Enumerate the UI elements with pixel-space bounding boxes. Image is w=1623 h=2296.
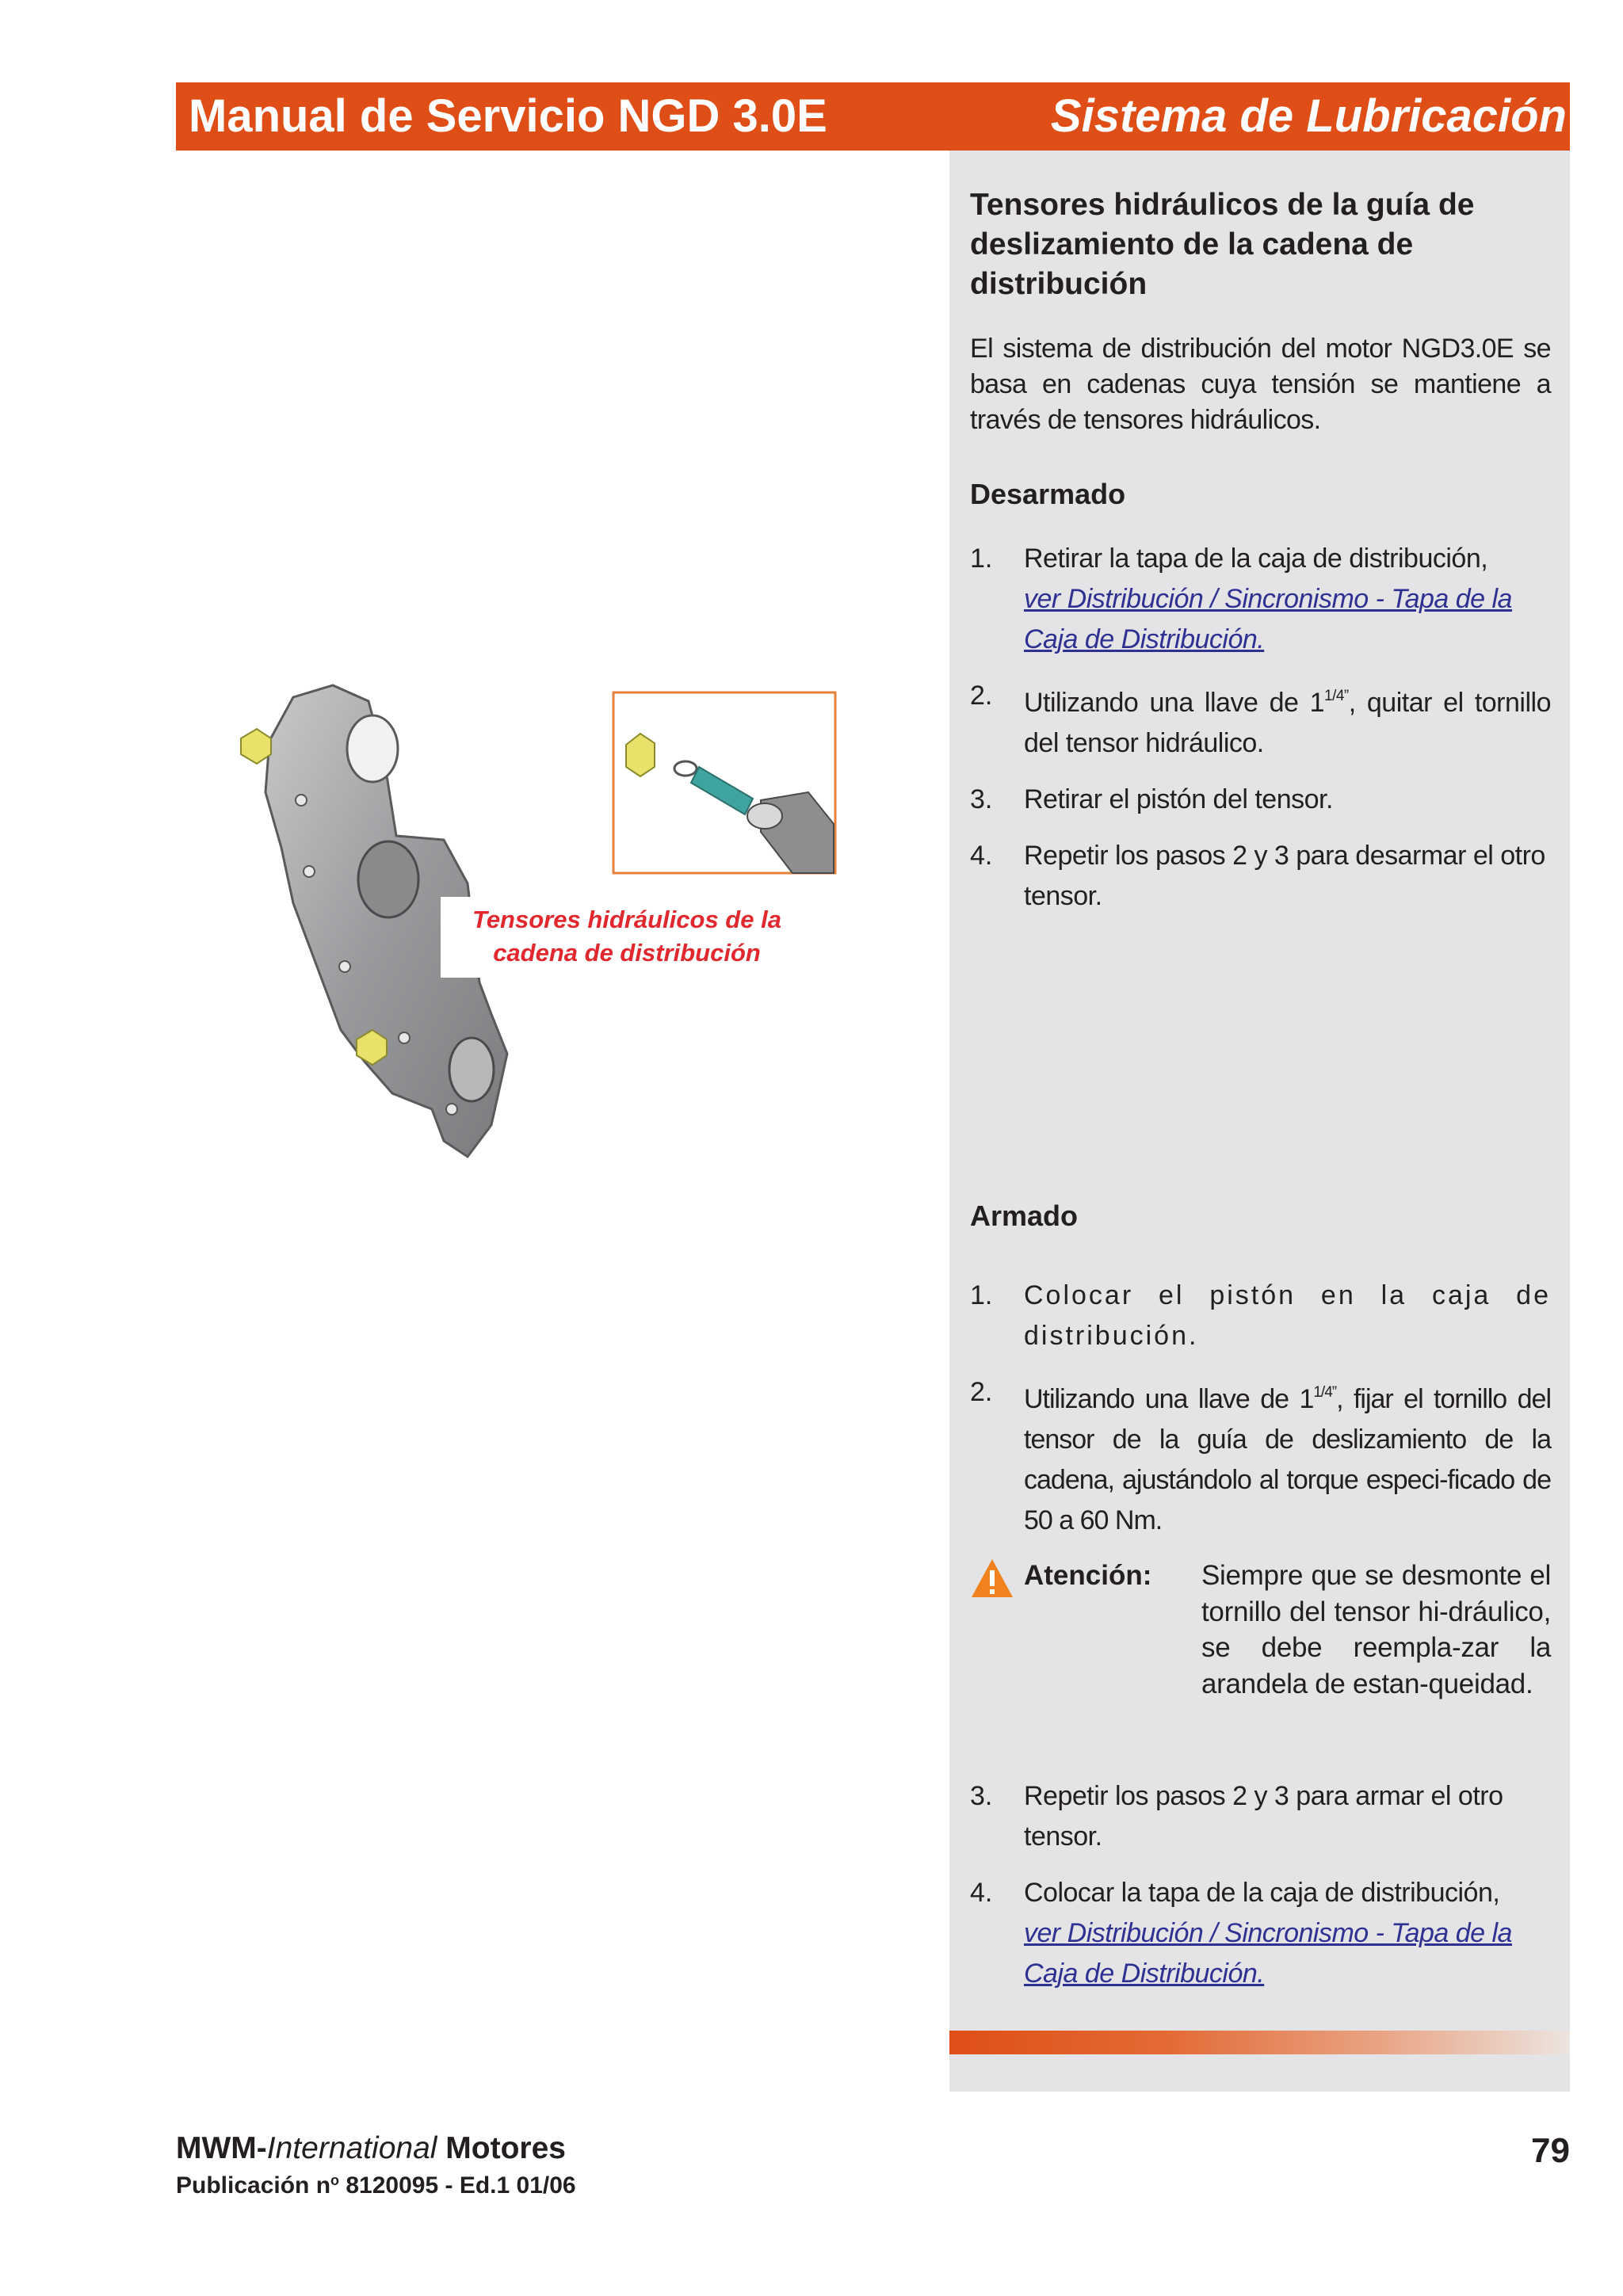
- caption-line: cadena de distribución: [493, 939, 761, 967]
- desarmado-steps: [970, 539, 1551, 933]
- step-number: 3.: [970, 784, 993, 814]
- caption-line: Tensores hidráulicos de la: [472, 906, 781, 933]
- armado-steps-continued: [970, 1776, 1551, 2010]
- attention-note: [970, 1558, 1556, 1764]
- list-item: [970, 1776, 1551, 1857]
- figure-caption: [441, 897, 813, 978]
- desarmado-heading: Desarmado: [970, 478, 1126, 510]
- brand-part: International: [266, 2131, 437, 2165]
- step-number: 4.: [970, 1878, 993, 1908]
- brand-part: MWM-: [176, 2131, 267, 2165]
- step-text: Retirar el pistón del tensor.: [1024, 784, 1333, 814]
- list-item: [970, 780, 1551, 820]
- intro-paragraph: El sistema de distribución del motor NGD3.0E se basa en cadenas cuya tensión se mantiene a través de tensores hidráulicos.: [970, 334, 1551, 435]
- step-text: Utilizando una llave de 1: [1024, 688, 1324, 718]
- step-text: Retirar la tapa de la caja de distribución,: [1024, 543, 1488, 574]
- header-bar: [176, 82, 1570, 151]
- step-text: Colocar el pistón en la caja de distribución.: [1024, 1280, 1551, 1351]
- chapter-title: Sistema de Lubricación: [1050, 90, 1567, 142]
- fraction-superscript: 1/4”: [1324, 688, 1349, 704]
- armado-heading: Armado: [970, 1199, 1079, 1232]
- cross-reference-link[interactable]: ver Distribución / Sincronismo - Tapa de la Caja de Distribución.: [1024, 1918, 1512, 1989]
- publication-part: o: [330, 2172, 340, 2188]
- page-number: 79: [1531, 2131, 1570, 2170]
- publication-info: [176, 2172, 576, 2199]
- step-text: , quitar el tornillo del tensor hidráulico.: [1024, 688, 1551, 758]
- manual-title: Manual de Servicio NGD 3.0E: [189, 90, 827, 142]
- step-text: , fijar el tornillo del tensor de la guía de deslizamiento de la cadena, ajustándolo al torque especi-ficado de 50 a 60 Nm.: [1024, 1384, 1552, 1535]
- list-item: [970, 539, 1551, 660]
- step-text: Repetir los pasos 2 y 3 para desarmar el otro tensor.: [1024, 841, 1545, 911]
- list-item: [970, 676, 1551, 764]
- brand-part: Motores: [437, 2131, 566, 2165]
- list-item: [970, 1372, 1551, 1541]
- warning-icon: [970, 1558, 1014, 1599]
- cross-reference-link[interactable]: ver Distribución / Sincronismo - Tapa de la Caja de Distribución.: [1024, 584, 1512, 654]
- section-title: Tensores hidráulicos de la guía de deslizamiento de la cadena de distribución: [970, 188, 1475, 301]
- armado-steps: [970, 1276, 1551, 1557]
- attention-text: Siempre que se desmonte el tornillo del tensor hi-dráulico, se debe reempla-zar la arandela de estan-queidad.: [1201, 1560, 1551, 1699]
- step-number: 2.: [970, 681, 993, 711]
- list-item: [970, 1276, 1551, 1356]
- list-item: [970, 1873, 1551, 1994]
- step-number: 3.: [970, 1781, 993, 1811]
- section-end-bar: [949, 2031, 1570, 2054]
- step-number: 4.: [970, 841, 993, 871]
- publisher-brand: [176, 2131, 566, 2166]
- step-number: 2.: [970, 1377, 993, 1407]
- step-number: 1.: [970, 543, 993, 574]
- publication-part: Publicación n: [176, 2172, 331, 2199]
- tensioner-plug-upper: [241, 729, 271, 764]
- step-text: Utilizando una llave de 1: [1024, 1384, 1314, 1414]
- attention-label: Atención:: [1024, 1560, 1152, 1591]
- step-number: 1.: [970, 1280, 993, 1310]
- step-text: Colocar la tapa de la caja de distribución,: [1024, 1878, 1500, 1908]
- publication-part: 8120095 - Ed.1 01/06: [339, 2172, 576, 2199]
- list-item: [970, 836, 1551, 917]
- step-text: Repetir los pasos 2 y 3 para armar el otro tensor.: [1024, 1781, 1503, 1852]
- fraction-superscript: 1/4”: [1313, 1384, 1337, 1401]
